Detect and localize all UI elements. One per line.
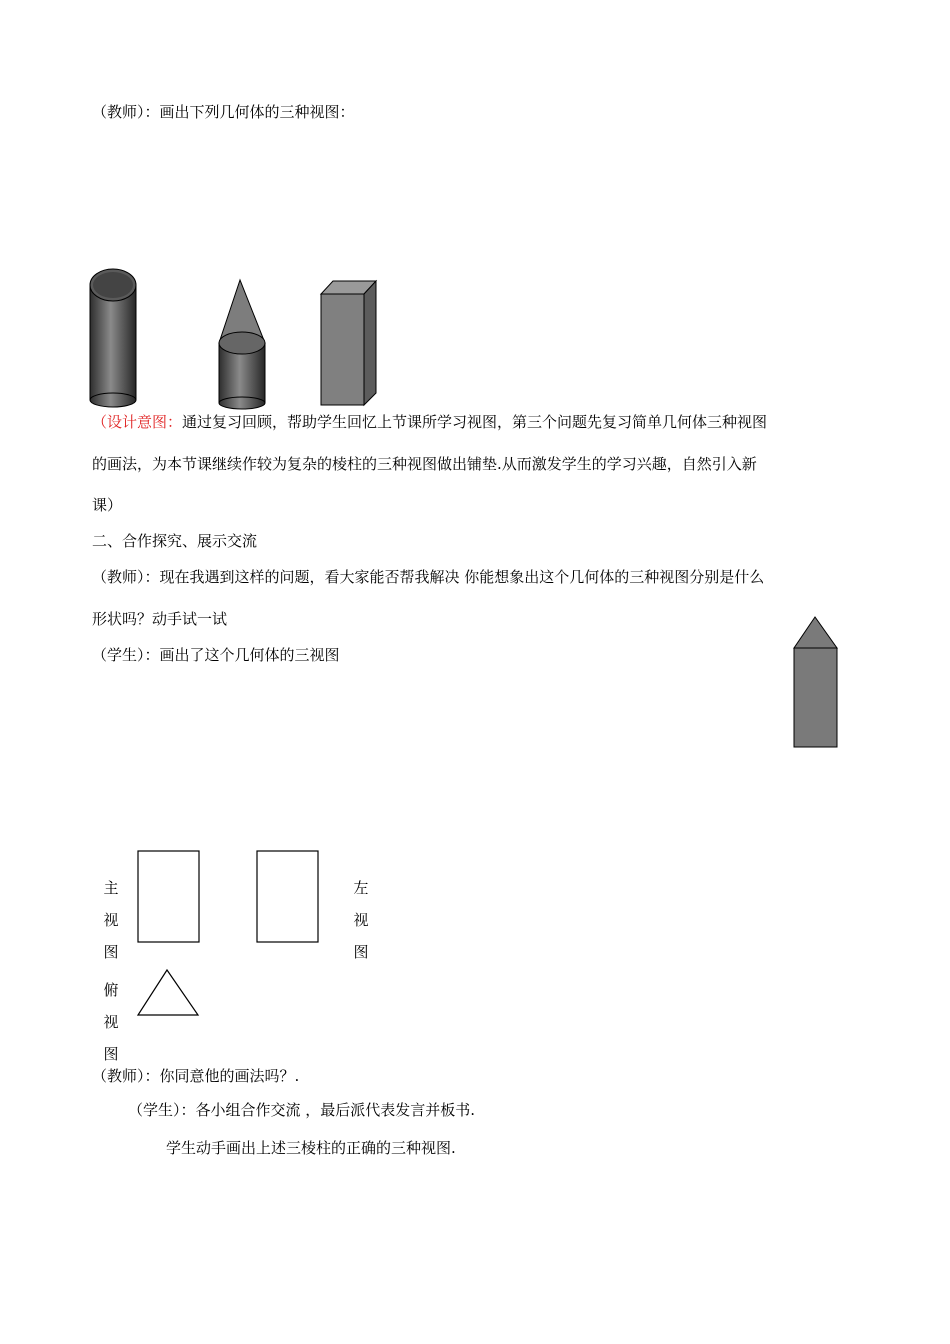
teacher-followup-line: （教师）：你同意他的画法吗？. [92,1067,300,1085]
teacher-instruction-line: （教师）：画出下列几何体的三种视图： [92,103,355,121]
top-view-label: 俯 视 图 [103,981,119,1063]
design-intent-text: 通过复习回顾，帮助学生回忆上节课所学习视图，第三个问题先复习简单几何体三种视图 [182,413,768,431]
cone-on-cylinder-shape [219,280,265,409]
triangular-prism-solid-figure [790,614,842,750]
teacher-question-line-2: 形状吗？动手试一试 [92,610,228,628]
student-group-line: （学生）：各小组合作交流 ，最后派代表发言并板书. [128,1101,476,1119]
left-view-label: 左 视 图 [353,879,369,961]
student-response-line: （学生）：画出了这个几何体的三视图 [92,646,340,664]
geometric-solids-figure [86,265,386,410]
design-intent-label: （设计意图： [92,413,183,431]
teacher-question-line-1: （教师）：现在我遇到这样的问题，看大家能否帮我解决 你能想象出这个几何体的三种视图分别是什么 [92,568,765,586]
front-view-label: 主 视 图 [103,879,119,961]
student-drawing-line: 学生动手画出上述三棱柱的正确的三种视图. [166,1139,456,1157]
rectangular-prism-shape [321,281,376,405]
cylinder-shape [90,269,136,407]
top-view-triangle [136,967,202,1019]
section-heading: 二、合作探究、展示交流 [92,532,258,550]
design-intent-line-3: 课） [92,496,123,514]
left-view-rectangle [255,849,321,945]
design-intent-line-2: 的画法，为本节课继续作较为复杂的棱柱的三种视图做出铺垫.从而激发学生的学习兴趣，自然引入新 [92,455,757,473]
design-intent-line-1 [92,412,767,432]
front-view-rectangle [136,849,202,945]
